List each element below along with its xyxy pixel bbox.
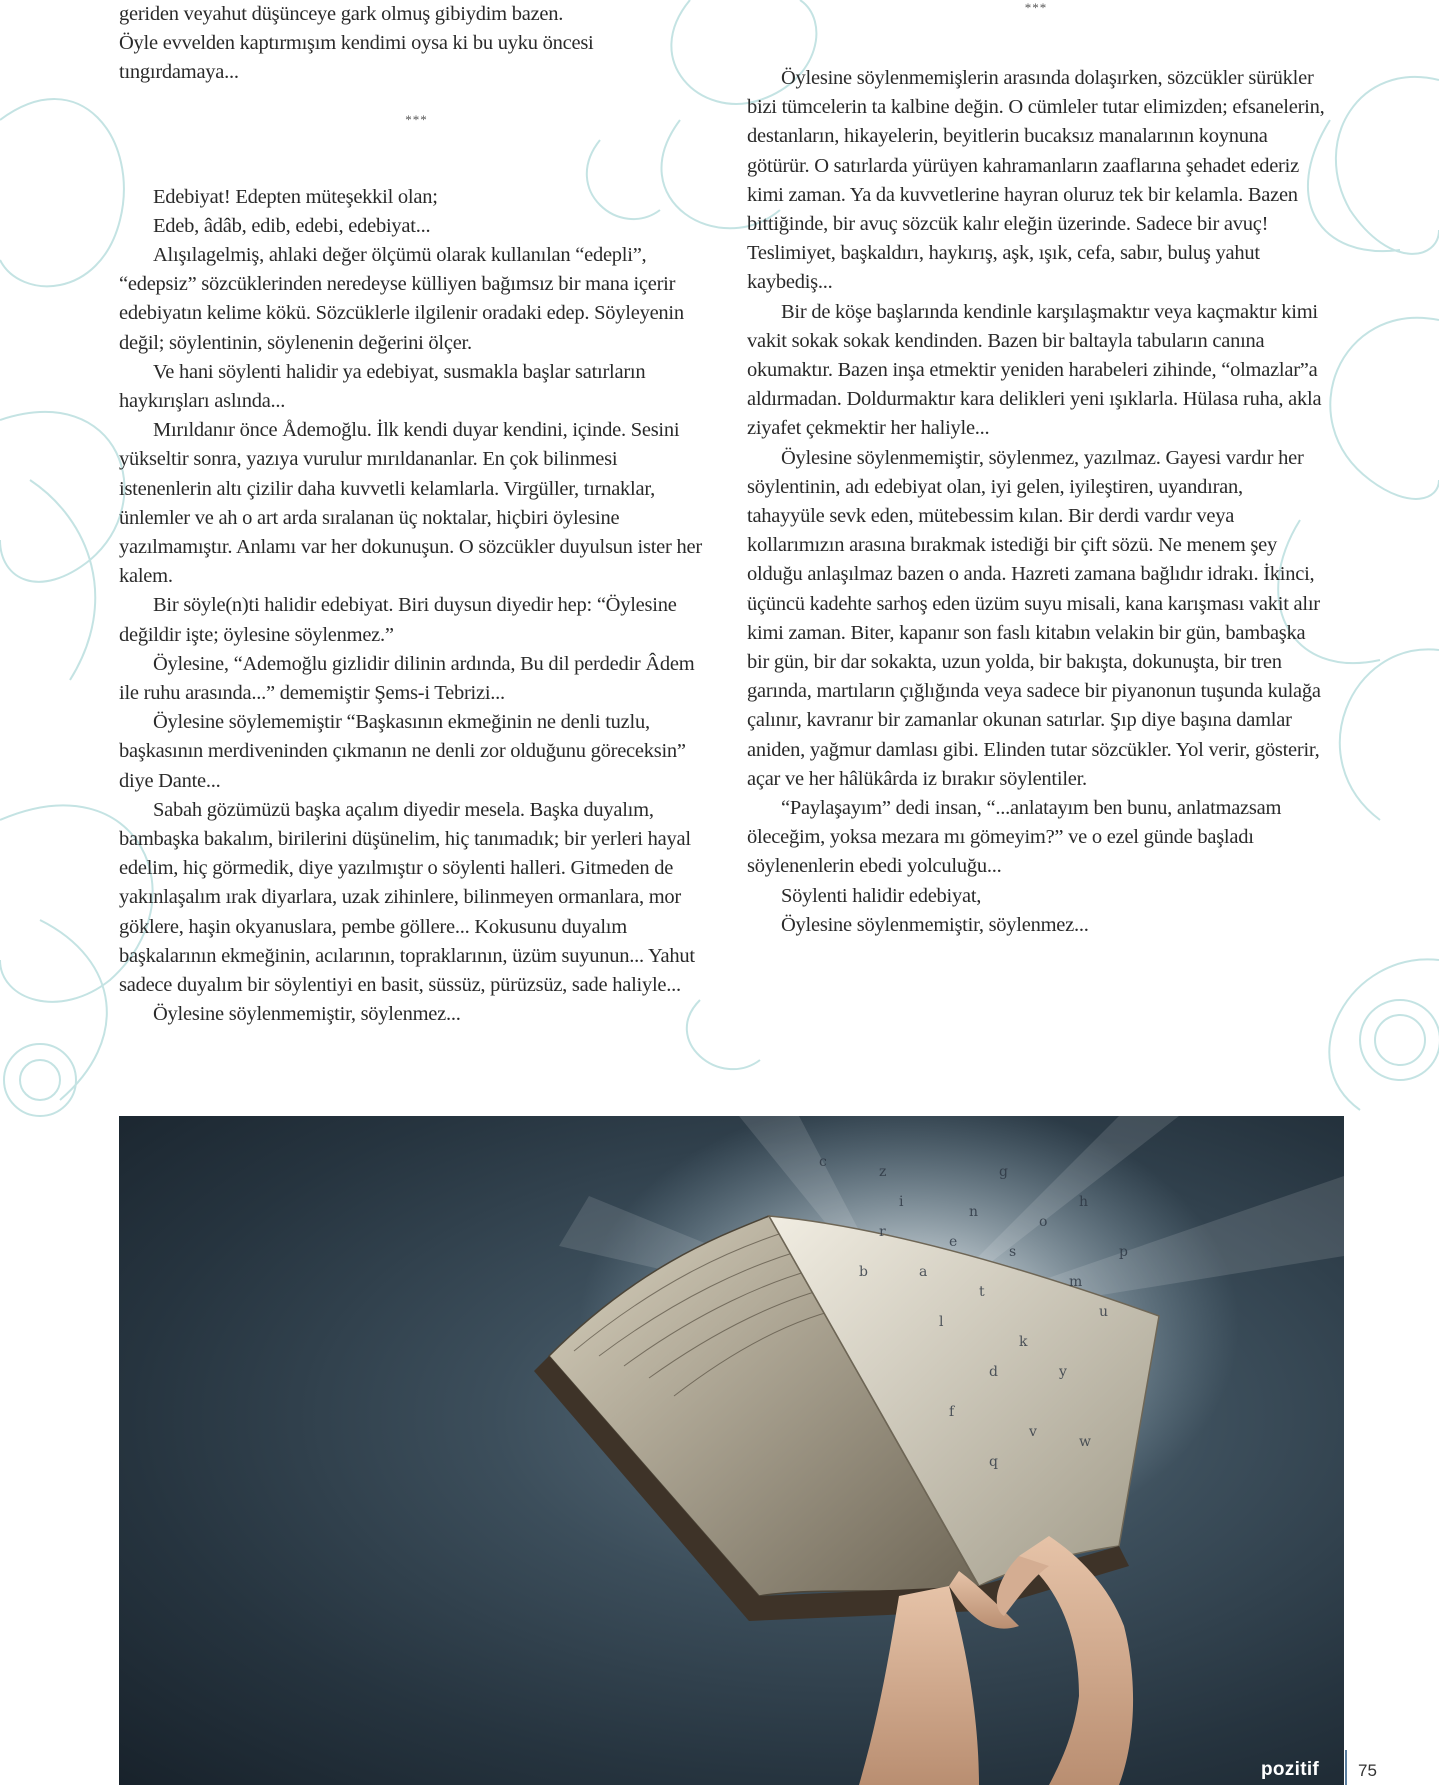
svg-text:b: b [859, 1264, 868, 1280]
open-book-image [119, 1116, 1344, 1785]
svg-text:y: y [1059, 1364, 1067, 1380]
paragraph: Bir söyle(n)ti halidir edebiyat. Biri duysun diyedir hep: “Öylesine değildir işte; öylesine söylenmez.” [119, 594, 677, 646]
svg-text:o: o [1039, 1214, 1048, 1230]
left-top-line-1: geriden veyahut düşünceye gark olmuş gibiydim bazen. [119, 3, 564, 25]
svg-text:q: q [989, 1454, 998, 1470]
paragraph: Öylesine söylenmemiştir, söylenmez, yazılmaz. Gayesi vardır her söylentinin, adı edebiyat olan, iyi gelen, iyileştiren, uyandıran, tahayyüle sevk eden, mütebessim kılan. Bir derdi vardır veya kollarımızın arasına bırakmak istediği bir çift sözü. Ne menem şey olduğu anlaşılmaz bazen o anda. Hazreti zamana bağlıdır idrakı. İkinci, üçüncü kadehte sarhoş eden üzüm suyu misali, kana karışması vakit alır kimi zaman. Biter, kapanır son faslı kitabın velakin bir gün, bambaşka bir gün, bir dar sokakta, uzun yolda, bir bakışta, dokunuşta, bir tren garında, martıların çığlığında veya sadece bir piyanonun tuşunda kulağa çalınır, kavranır bir zamanlar okunan satırlar. Şıp diye başına damlar aniden, yağmur damlası gibi. Elinden tutar sözcükler. Yol verir, gösterir, açar ve her hâlükârda iz bırakır söylentiler. [747, 446, 1321, 790]
paragraph: Edebiyat! Edepten müteşekkil olan; [153, 185, 438, 208]
svg-text:p: p [1119, 1244, 1128, 1260]
svg-text:f: f [949, 1404, 955, 1420]
left-top-line-2: Öyle evvelden kaptırmışım kendimi oysa ki bu uyku öncesi [119, 32, 594, 55]
paragraph: Edeb, âdâb, edib, edebi, edebiyat... [153, 214, 431, 237]
svg-text:c: c [819, 1154, 827, 1170]
right-text-column [747, 0, 1325, 940]
svg-text:h: h [1079, 1194, 1089, 1210]
left-text-column [119, 0, 714, 1030]
paragraph: Öylesine söylenmemiştir, söylenmez... [153, 1003, 461, 1026]
svg-text:k: k [1019, 1334, 1028, 1350]
paragraph: Öylesine söylenmemişlerin arasında dolaşırken, sözcükler sürükler bizi tümcelerin ta kalbine değin. O cümleler tutar elimizden; efsanelerin, destanların, hikayelerin, beyitlerin bucaksız manalarının koynuna götürür. O satırlarda yürüyen kahramanların zaaflarına şehadet ederiz kimi zaman. Ya da kuvvetlerine hayran oluruz tek bir kelamla. Bazen bittiğinde, bir avuç sözcük kalır eleğin üzerinde. Sadece bir avuç! Teslimiyet, başkaldırı, haykırış, aşk, ışık, cefa, sabır, buluş yahut kaybediş... [747, 67, 1325, 294]
paragraph: Öylesine söylememiştir “Başkasının ekmeğinin ne denli tuzlu, başkasının merdiveninden çıkmanın ne denli zor olduğunu göreceksin” diye Dante... [119, 711, 686, 792]
paragraph: Öylesine söylenmemiştir, söylenmez... [781, 913, 1089, 936]
svg-text:d: d [989, 1364, 998, 1380]
svg-text:r: r [879, 1224, 886, 1240]
svg-text:g: g [999, 1164, 1008, 1180]
svg-text:u: u [1099, 1304, 1109, 1320]
left-top-line-3: tıngırdamaya... [119, 61, 239, 84]
paragraph: Ve hani söylenti halidir ya edebiyat, susmakla başlar satırların haykırışları aslında... [119, 360, 646, 413]
paragraph: Bir de köşe başlarında kendinle karşılaşmaktır veya kaçmaktır kimi vakit sokak sokak kendinden. Bazen bir baltayla tabuların canına okumaktır. Bazen inşa etmektir yeniden harabeleri zihinde, “olmazlar”a aldırmadan. Doldurmaktır kara delikleri yeni ışıklarla. Hülasa ruha, akla ziyafet çekmektir her haliyle... [747, 300, 1322, 440]
svg-text:s: s [1009, 1244, 1017, 1260]
svg-text:i: i [899, 1194, 904, 1210]
svg-text:m: m [1069, 1274, 1083, 1290]
svg-text:w: w [1079, 1434, 1091, 1450]
svg-text:n: n [969, 1204, 979, 1220]
paragraph: Sabah gözümüzü başka açalım diyedir mesela. Başka duyalım, bambaşka bakalım, birilerini düşünelim, hiç tanımadık; bir yerleri hayal edelim, hiç görmedik, diye yazılmıştır o söylenti halleri. Gitmeden de yakınlaşalım ırak diyarlara, uzak zihinlere, bilinmeyen ormanlara, mor göklere, haşin okyanuslara, pembe göllere... Kokusunu duyalım başkalarının ekmeğinin, acılarının, topraklarının, üzüm suyunun... Yahut sadece duyalım bir söylentiyi en basit, süssüz, pürüzsüz, sade haliyle... [119, 798, 695, 997]
paragraph: Öylesine, “Ademoğlu gizlidir dilinin ardında, Bu dil perdedir Âdem ile ruhu arasında...” dememiştir Şems-i Tebrizi... [119, 652, 695, 705]
page-number: 75 [1358, 1761, 1377, 1780]
magazine-logo: pozitif [1261, 1759, 1320, 1780]
svg-text:l: l [939, 1314, 944, 1330]
paragraph: Söylenti halidir edebiyat, [781, 884, 982, 907]
svg-text:e: e [949, 1234, 958, 1250]
section-separator: *** [405, 111, 428, 127]
svg-text:a: a [919, 1264, 928, 1280]
section-separator: *** [1024, 0, 1048, 15]
open-book-with-flying-letters-icon [119, 1116, 1344, 1785]
svg-text:t: t [979, 1284, 985, 1300]
svg-text:z: z [879, 1164, 887, 1180]
paragraph: “Paylaşayım” dedi insan, “...anlatayım ben bunu, anlatmazsam öleceğim, yoksa mezara mı gömeyim?” ve o ezel günde başladı söylenenlerin ebedi yolculuğu... [747, 797, 1282, 878]
paragraph: Mırıldanır önce Ådemoğlu. İlk kendi duyar kendini, içinde. Sesini yükseltir sonra, yazıya vurulur mırıldananlar. En çok bilinmesi istenenlerin altı çizilir daha kuvvetli kelamlarla. Virgüller, tırnaklar, ünlemler ve ah o art arda sıralanan üç noktalar, hiçbiri öylesine yazılmamıştır. Anlamı var her dokunuşun. O sözcükler duyulsun ister her kalem. [119, 419, 702, 588]
svg-text:v: v [1029, 1424, 1037, 1440]
paragraph: Alışılagelmiş, ahlaki değer ölçümü olarak kullanılan “edepli”, “edepsiz” sözcüklerinden neredeyse külliyen bağımsız bir mana içerir edebiyatın kelime kökü. Sözcüklerle ilgilenir oradaki edep. Söyleyenin değil; söylentinin, söylenenin değerini ölçer. [119, 244, 684, 354]
footer-divider [1345, 1750, 1347, 1785]
